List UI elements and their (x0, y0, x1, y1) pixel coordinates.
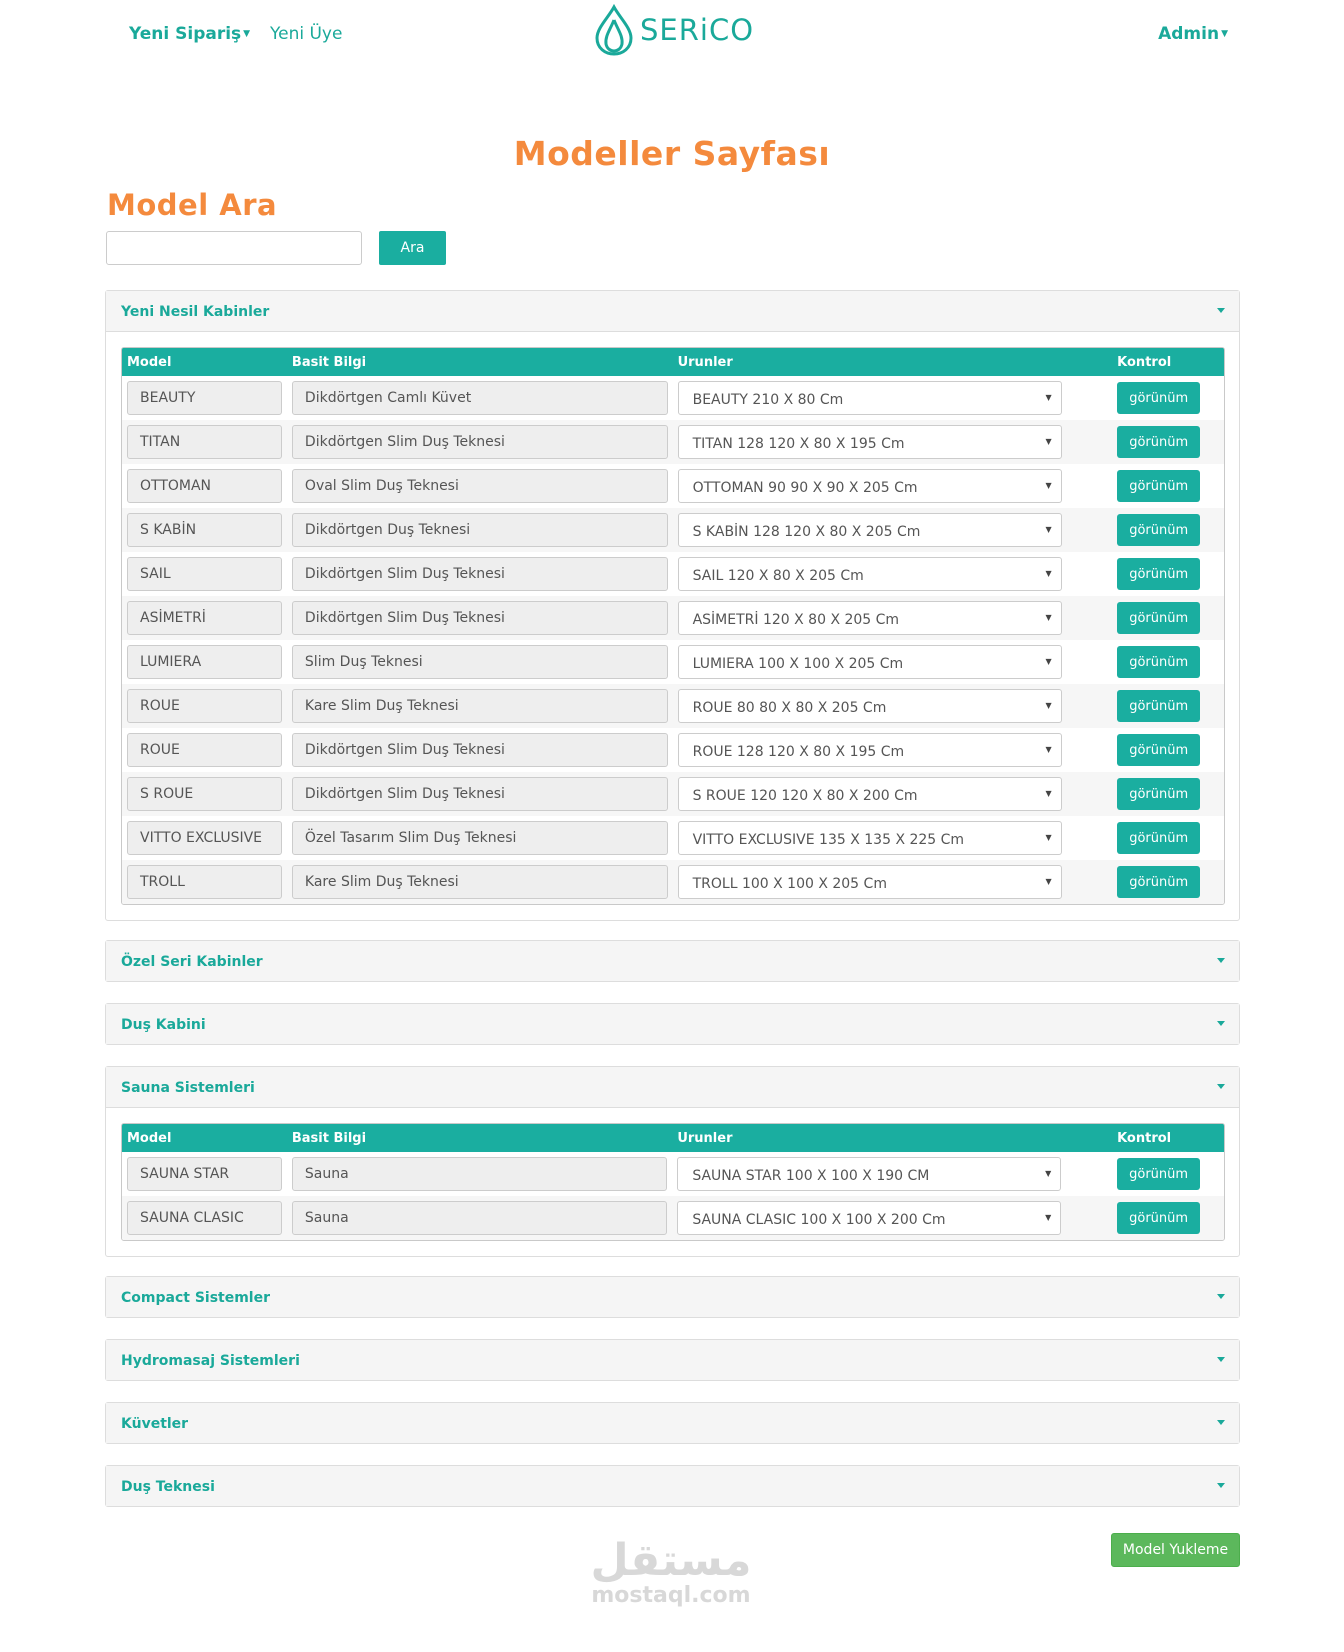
info-field: Slim Duş Teknesi (292, 645, 668, 679)
panel-body (106, 1108, 1239, 1256)
product-select[interactable] (678, 425, 1062, 459)
product-select-value: SAUNA CLASIC 100 X 100 X 200 Cm (692, 1212, 946, 1228)
table-row (122, 508, 1224, 552)
info-field: Dikdörtgen Slim Duş Teknesi (292, 425, 668, 459)
panel-dus-kabini (105, 1003, 1240, 1045)
info-field: Kare Slim Duş Teknesi (292, 865, 668, 899)
product-select[interactable] (678, 865, 1062, 899)
table-row (122, 1152, 1224, 1196)
models-table (121, 347, 1225, 905)
view-button[interactable]: görünüm (1117, 514, 1200, 546)
cell-products (673, 860, 1113, 904)
caret-down-icon: ▼ (243, 29, 251, 39)
model-field: S KABİN (127, 513, 282, 547)
table-row (122, 728, 1224, 772)
info-field: Oval Slim Duş Teknesi (292, 469, 668, 503)
cell-control (1112, 552, 1224, 596)
view-button[interactable]: görünüm (1117, 602, 1200, 634)
cell-products (673, 772, 1113, 816)
cell-info (287, 508, 673, 552)
cell-control (1112, 684, 1224, 728)
cell-products (673, 684, 1113, 728)
info-field: Dikdörtgen Slim Duş Teknesi (292, 601, 668, 635)
model-field: LUMIERA (127, 645, 282, 679)
view-button[interactable]: görünüm (1117, 1158, 1200, 1190)
product-select-value: SAIL 120 X 80 X 205 Cm (692, 568, 864, 584)
table-row (122, 420, 1224, 464)
cell-control (1112, 860, 1224, 904)
model-field: TITAN (127, 425, 282, 459)
watermark-arabic: مستقل (590, 1535, 752, 1586)
cell-info (287, 376, 673, 420)
cell-control (1112, 728, 1224, 772)
cell-model (122, 508, 287, 552)
table-row (122, 684, 1224, 728)
cell-control (1112, 420, 1224, 464)
header-control: Kontrol (1112, 1124, 1224, 1152)
cell-products (673, 420, 1113, 464)
product-select[interactable] (677, 1201, 1061, 1235)
product-select-value: LUMIERA 100 X 100 X 205 Cm (692, 656, 904, 672)
nav-new-member-link[interactable]: Yeni Üye (270, 24, 343, 44)
panel-heading-dus-teknesi[interactable] (106, 1466, 1239, 1506)
view-button[interactable]: görünüm (1117, 426, 1200, 458)
cell-info (287, 816, 673, 860)
product-select-value: TITAN 128 120 X 80 X 195 Cm (692, 436, 905, 452)
cell-model (122, 552, 287, 596)
table-row (122, 860, 1224, 904)
cell-model (122, 772, 287, 816)
table-row (122, 596, 1224, 640)
panel-title: Duş Teknesi (121, 1479, 215, 1495)
panel-body (106, 332, 1239, 920)
header-info: Basit Bilgi (287, 1124, 672, 1152)
caret-down-icon (1217, 1357, 1225, 1362)
info-field: Sauna (292, 1201, 667, 1235)
product-select-value: ROUE 128 120 X 80 X 195 Cm (692, 744, 905, 760)
select-arrow-icon: ▼ (1045, 393, 1052, 402)
cell-control (1112, 376, 1224, 420)
product-select-value: OTTOMAN 90 90 X 90 X 205 Cm (692, 480, 918, 496)
table-row (122, 552, 1224, 596)
select-arrow-icon: ▼ (1045, 789, 1052, 798)
product-select-value: ROUE 80 80 X 80 X 205 Cm (692, 700, 887, 716)
panel-heading-ozel-seri[interactable] (106, 941, 1239, 981)
product-select[interactable] (678, 821, 1062, 855)
brand-name: SERiCO (640, 13, 755, 47)
header-control: Kontrol (1112, 348, 1224, 376)
product-select-value: ASİMETRİ 120 X 80 X 205 Cm (692, 612, 900, 628)
cell-control (1112, 1152, 1224, 1196)
caret-down-icon (1217, 1420, 1225, 1425)
panel-title: Küvetler (121, 1416, 189, 1432)
product-select[interactable] (678, 689, 1062, 723)
cell-info (287, 772, 673, 816)
cell-products (672, 1152, 1112, 1196)
select-arrow-icon: ▼ (1045, 481, 1052, 490)
product-select[interactable] (678, 381, 1062, 415)
select-arrow-icon: ▼ (1045, 1213, 1052, 1222)
panel-ozel-seri-kabinler (105, 940, 1240, 982)
header-products: Urunler (673, 348, 1113, 376)
panel-heading-hydromasaj[interactable] (106, 1340, 1239, 1380)
info-field: Dikdörtgen Slim Duş Teknesi (292, 733, 668, 767)
table-header-row (122, 348, 1224, 376)
view-button[interactable]: görünüm (1117, 470, 1200, 502)
brand-logo[interactable] (592, 4, 754, 56)
cell-model (122, 596, 287, 640)
product-select[interactable] (678, 777, 1062, 811)
cell-products (673, 816, 1113, 860)
cell-control (1112, 596, 1224, 640)
panel-title: Sauna Sistemleri (121, 1080, 255, 1096)
page-title: Modeller Sayfası (513, 134, 831, 173)
cell-products (673, 728, 1113, 772)
nav-new-order-dropdown[interactable] (129, 24, 250, 44)
search-button[interactable]: Ara (379, 231, 446, 265)
view-button[interactable]: görünüm (1117, 822, 1200, 854)
model-field: OTTOMAN (127, 469, 282, 503)
product-select[interactable] (678, 601, 1062, 635)
cell-control (1112, 508, 1224, 552)
model-field: SAUNA CLASIC (127, 1201, 282, 1235)
panel-sauna-sistemleri (105, 1066, 1240, 1257)
admin-label: Admin (1158, 24, 1220, 44)
select-arrow-icon: ▼ (1045, 657, 1052, 666)
model-search-input[interactable] (106, 231, 362, 265)
cell-control (1112, 816, 1224, 860)
model-field: S ROUE (127, 777, 282, 811)
caret-down-icon (1217, 1084, 1225, 1089)
select-arrow-icon: ▼ (1045, 833, 1052, 842)
cell-products (672, 1196, 1112, 1240)
table-body (122, 376, 1224, 904)
cell-info (287, 596, 673, 640)
mostaql-watermark (586, 1537, 756, 1607)
table-row (122, 640, 1224, 684)
model-field: TROLL (127, 865, 282, 899)
header-model: Model (122, 1124, 287, 1152)
panel-kuvetler (105, 1402, 1240, 1444)
product-select-value: S KABİN 128 120 X 80 X 205 Cm (692, 524, 921, 540)
info-field: Dikdörtgen Duş Teknesi (292, 513, 668, 547)
cell-info (287, 1196, 672, 1240)
panel-title: Özel Seri Kabinler (121, 954, 263, 970)
product-select-value: BEAUTY 210 X 80 Cm (692, 392, 844, 408)
caret-down-icon (1217, 1483, 1225, 1488)
cell-model (122, 1196, 287, 1240)
info-field: Kare Slim Duş Teknesi (292, 689, 668, 723)
panel-title: Yeni Nesil Kabinler (121, 304, 270, 320)
panel-title: Duş Kabini (121, 1017, 206, 1033)
cell-info (287, 728, 673, 772)
nav-new-order-label: Yeni Sipariş (129, 24, 242, 44)
view-button[interactable]: görünüm (1117, 778, 1200, 810)
navbar (0, 0, 1344, 80)
panel-title: Compact Sistemler (121, 1290, 271, 1306)
select-arrow-icon: ▼ (1045, 437, 1052, 446)
panel-heading-dus-kabini[interactable] (106, 1004, 1239, 1044)
product-select-value: S ROUE 120 120 X 80 X 200 Cm (692, 788, 918, 804)
caret-down-icon (1217, 1294, 1225, 1299)
view-button[interactable]: görünüm (1117, 646, 1200, 678)
cell-products (673, 596, 1113, 640)
cell-model (122, 464, 287, 508)
view-button[interactable]: görünüm (1117, 558, 1200, 590)
panel-yeni-nesil-kabinler (105, 290, 1240, 921)
info-field: Dikdörtgen Slim Duş Teknesi (292, 777, 668, 811)
product-select[interactable] (678, 469, 1062, 503)
cell-info (287, 860, 673, 904)
info-field: Dikdörtgen Camlı Küvet (292, 381, 668, 415)
water-drop-icon (592, 4, 636, 56)
cell-products (673, 508, 1113, 552)
cell-info (287, 552, 673, 596)
table-row (122, 464, 1224, 508)
select-arrow-icon: ▼ (1045, 701, 1052, 710)
select-arrow-icon: ▼ (1045, 613, 1052, 622)
model-field: SAUNA STAR (127, 1157, 282, 1191)
select-arrow-icon: ▼ (1045, 525, 1052, 534)
cell-model (122, 816, 287, 860)
info-field: Sauna (292, 1157, 667, 1191)
table-row (122, 772, 1224, 816)
panel-hydromasaj-sistemleri (105, 1339, 1240, 1381)
cell-model (122, 728, 287, 772)
model-upload-button[interactable]: Model Yukleme (1111, 1533, 1240, 1567)
cell-info (287, 640, 673, 684)
cell-model (122, 860, 287, 904)
model-field: SAIL (127, 557, 282, 591)
header-model: Model (122, 348, 287, 376)
model-field: ROUE (127, 733, 282, 767)
view-button[interactable]: görünüm (1117, 382, 1200, 414)
cell-products (673, 376, 1113, 420)
watermark-latin: mostaql.com (591, 1583, 751, 1608)
select-arrow-icon: ▼ (1045, 569, 1052, 578)
admin-dropdown[interactable] (1158, 24, 1228, 44)
select-arrow-icon: ▼ (1045, 877, 1052, 886)
view-button[interactable]: görünüm (1117, 866, 1200, 898)
view-button[interactable]: görünüm (1117, 734, 1200, 766)
table-row (122, 376, 1224, 420)
cell-control (1112, 640, 1224, 684)
table-row (122, 1196, 1224, 1240)
cell-info (287, 420, 673, 464)
view-button[interactable]: görünüm (1117, 1202, 1200, 1234)
product-select[interactable] (678, 513, 1062, 547)
header-products: Urunler (672, 1124, 1112, 1152)
model-field: ASİMETRİ (127, 601, 282, 635)
caret-down-icon (1217, 1021, 1225, 1026)
product-select[interactable] (678, 645, 1062, 679)
cell-model (122, 640, 287, 684)
view-button[interactable]: görünüm (1117, 690, 1200, 722)
cell-info (287, 464, 673, 508)
cell-model (122, 376, 287, 420)
panel-heading-kuvetler[interactable] (106, 1403, 1239, 1443)
panel-heading-compact[interactable] (106, 1277, 1239, 1317)
cell-products (673, 552, 1113, 596)
cell-info (287, 1152, 672, 1196)
table-row (122, 816, 1224, 860)
models-table (121, 1123, 1225, 1241)
cell-products (673, 640, 1113, 684)
panel-title: Hydromasaj Sistemleri (121, 1353, 300, 1369)
model-field: ROUE (127, 689, 282, 723)
product-select-value: TROLL 100 X 100 X 205 Cm (692, 876, 887, 892)
select-arrow-icon: ▼ (1045, 1169, 1052, 1178)
cell-products (673, 464, 1113, 508)
select-arrow-icon: ▼ (1045, 745, 1052, 754)
info-field: Dikdörtgen Slim Duş Teknesi (292, 557, 668, 591)
product-select-value: SAUNA STAR 100 X 100 X 190 CM (692, 1168, 930, 1184)
table-body (122, 1152, 1224, 1240)
header-info: Basit Bilgi (287, 348, 673, 376)
cell-control (1112, 772, 1224, 816)
table-header-row (122, 1124, 1224, 1152)
panel-dus-teknesi (105, 1465, 1240, 1507)
panel-heading-sauna[interactable] (106, 1067, 1239, 1108)
cell-info (287, 684, 673, 728)
cell-model (122, 684, 287, 728)
info-field: Özel Tasarım Slim Duş Teknesi (292, 821, 668, 855)
product-select-value: VITTO EXCLUSIVE 135 X 135 X 225 Cm (692, 832, 965, 848)
caret-down-icon (1217, 308, 1225, 313)
panel-heading-yeni-nesil[interactable] (106, 291, 1239, 332)
cell-control (1112, 1196, 1224, 1240)
cell-model (122, 420, 287, 464)
product-select[interactable] (677, 1157, 1061, 1191)
cell-model (122, 1152, 287, 1196)
model-field: VITTO EXCLUSIVE (127, 821, 282, 855)
model-field: BEAUTY (127, 381, 282, 415)
panel-compact-sistemler (105, 1276, 1240, 1318)
product-select[interactable] (678, 557, 1062, 591)
search-title: Model Ara (107, 188, 278, 222)
caret-down-icon: ▼ (1221, 29, 1228, 39)
caret-down-icon (1217, 958, 1225, 963)
cell-control (1112, 464, 1224, 508)
product-select[interactable] (678, 733, 1062, 767)
